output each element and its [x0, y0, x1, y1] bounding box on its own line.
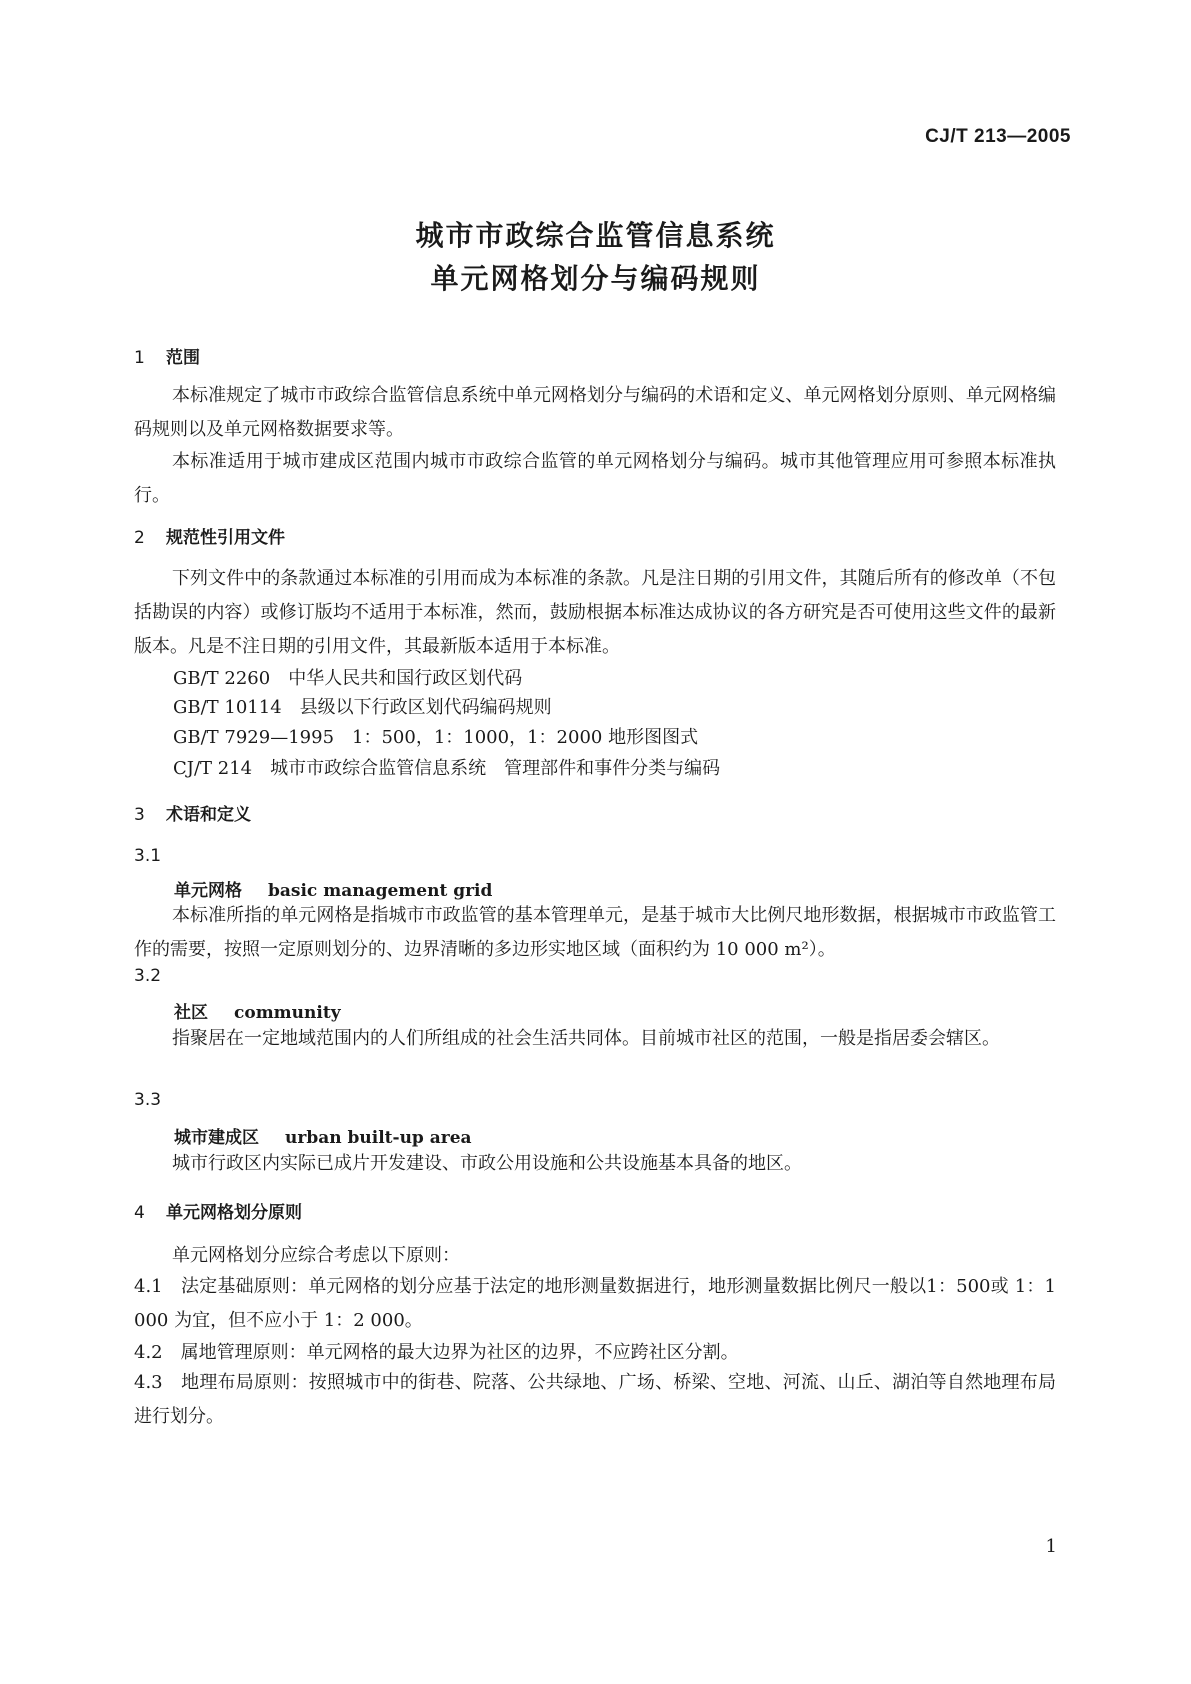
section-number: 3 [134, 805, 145, 825]
document-title-line2: 单元网格划分与编码规则 [430, 262, 761, 295]
term-english: basic management grid [268, 881, 493, 901]
term-chinese: 城市建成区 [174, 1128, 259, 1148]
section-number: 1 [134, 348, 145, 368]
section-title: 术语和定义 [166, 805, 251, 825]
section-number: 2 [134, 528, 145, 548]
reference-item: GB/T 2260 中华人民共和国行政区划代码 [173, 668, 523, 689]
section-title: 单元网格划分原则 [166, 1203, 302, 1223]
principle-item: 4.1 法定基础原则：单元网格的划分应基于法定的地形测量数据进行，地形测量数据比例尺一般以1：500或 1：1 000 为宜，但不应小于 1：2 000。 [134, 1276, 1056, 1331]
term-definition: 城市行政区内实际已成片开发建设、市政公用设施和公共设施基本具备的地区。 [172, 1153, 802, 1174]
term-chinese: 单元网格 [174, 881, 242, 901]
section-2-paragraph: 下列文件中的条款通过本标准的引用而成为本标准的条款。凡是注日期的引用文件，其随后所有的修改单（不包括勘误的内容）或修订版均不适用于本标准，然而，鼓励根据本标准达成协议的各方研究是否可使用这些文件的最新版本。凡是不注日期的引用文件，其最新版本适用于本标准。 [134, 568, 1056, 657]
document-title-line1: 城市市政综合监管信息系统 [415, 219, 776, 252]
term-chinese: 社区 [174, 1003, 208, 1023]
term-definition: 本标准所指的单元网格是指城市市政监管的基本管理单元，是基于城市大比例尺地形数据，根据城市市政监管工作的需要，按照一定原则划分的、边界清晰的多边形实地区域（面积约为 10 000 m²）。 [134, 905, 1056, 960]
term-definition: 指聚居在一定地域范围内的人们所组成的社会生活共同体。目前城市社区的范围，一般是指居委会辖区。 [172, 1028, 1000, 1049]
section-title: 规范性引用文件 [166, 528, 285, 548]
section-title: 范围 [166, 348, 200, 368]
term-number: 3.2 [134, 966, 162, 986]
term-number: 3.1 [134, 846, 162, 866]
term-number: 3.3 [134, 1090, 162, 1110]
reference-item: GB/T 7929—1995 1：500，1：1000，1：2000 地形图图式 [173, 727, 699, 748]
section-4-heading [134, 1198, 302, 1223]
section-1-paragraph-2: 本标准适用于城市建成区范围内城市市政综合监管的单元网格划分与编码。城市其他管理应用可参照本标准执行。 [134, 451, 1056, 506]
principle-item: 4.2 属地管理原则：单元网格的最大边界为社区的边界，不应跨社区分割。 [134, 1342, 739, 1363]
section-4-intro: 单元网格划分应综合考虑以下原则： [172, 1245, 460, 1266]
section-2-heading [134, 523, 285, 548]
term-heading [174, 998, 341, 1023]
standard-code: CJ/T 213—2005 [925, 126, 1071, 147]
section-1-paragraph-1: 本标准规定了城市市政综合监管信息系统中单元网格划分与编码的术语和定义、单元网格划分原则、单元网格编码规则以及单元网格数据要求等。 [134, 385, 1056, 440]
term-heading [174, 1123, 472, 1148]
section-3-heading [134, 800, 251, 825]
principle-item: 4.3 地理布局原则：按照城市中的街巷、院落、公共绿地、广场、桥梁、空地、河流、山丘、湖泊等自然地理布局进行划分。 [134, 1372, 1056, 1427]
term-heading [174, 876, 492, 901]
page-number: 1 [1045, 1536, 1057, 1557]
reference-item: CJ/T 214 城市市政综合监管信息系统 管理部件和事件分类与编码 [173, 758, 721, 779]
term-english: urban built-up area [285, 1128, 472, 1148]
section-1-heading [134, 343, 200, 368]
term-english: community [234, 1003, 341, 1023]
reference-item: GB/T 10114 县级以下行政区划代码编码规则 [173, 697, 552, 718]
section-number: 4 [134, 1203, 145, 1223]
